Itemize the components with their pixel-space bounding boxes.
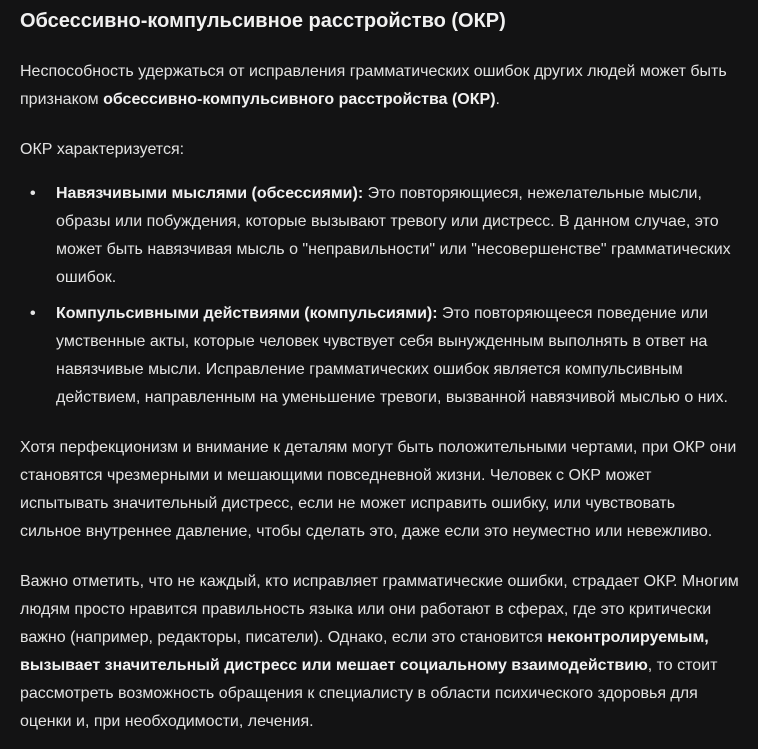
intro-text: Неспособность удержаться от исправления грамматических ошибок других людей может быть признаком (20, 63, 727, 108)
list-item-text: Это повторяющиеся, нежелательные мысли, образы или побуждения, которые вызывают тревогу или дистресс. В данном случае, это может быть навязчивая мысль о "неправильности" или "несовершенстве" грамматических ошибок. (56, 185, 731, 286)
symptom-list (20, 180, 740, 412)
page-title: Обсессивно-компульсивное расстройство (ОКР) (20, 10, 506, 32)
intro-bold: обсессивно-компульсивного расстройства (ОКР) (103, 91, 496, 108)
note-end: , то стоит рассмотреть возможность обращения к специалисту в области психического здоровья для оценки и, при необходимости, лечения. (20, 657, 718, 730)
perfectionism-paragraph: Хотя перфекционизм и внимание к деталям могут быть положительными чертами, при ОКР они становятся чрезмерными и мешающими повседневной жизни. Человек с ОКР может испытывать значительный дистресс, если не может исправить ошибку, или чувствовать сильное внутреннее давление, чтобы сделать это, даже если это неуместно или невежливо. (20, 439, 737, 540)
note-text: Важно отметить, что не каждый, кто исправляет грамматические ошибки, страдает ОКР. Многим людям просто нравится правильность языка или они работают в сферах, где это критически важно (например, редакторы, писатели). Однако, если это становится (20, 573, 739, 646)
note-bold: неконтролируемым, вызывает значительный дистресс или мешает социальному взаимодействию (20, 629, 709, 674)
lead-paragraph: ОКР характеризуется: (20, 141, 185, 158)
list-item (30, 180, 740, 292)
list-item-text: Это повторяющееся поведение или умственные акты, которые человек чувствует себя вынужденным выполнять в ответ на навязчивые мысли. Исправление грамматических ошибок является компульсивным действием, направленным на уменьшение тревоги, вызванной навязчивой мыслью о них. (56, 305, 728, 406)
bullet-icon: • (30, 185, 36, 202)
list-item (30, 300, 740, 412)
intro-end: . (495, 91, 500, 108)
bullet-icon: • (30, 305, 36, 322)
intro-paragraph (20, 58, 740, 114)
list-item-term: Компульсивными действиями (компульсиями): (56, 305, 438, 322)
note-paragraph (20, 568, 740, 736)
list-item-term: Навязчивыми мыслями (обсессиями): (56, 185, 364, 202)
